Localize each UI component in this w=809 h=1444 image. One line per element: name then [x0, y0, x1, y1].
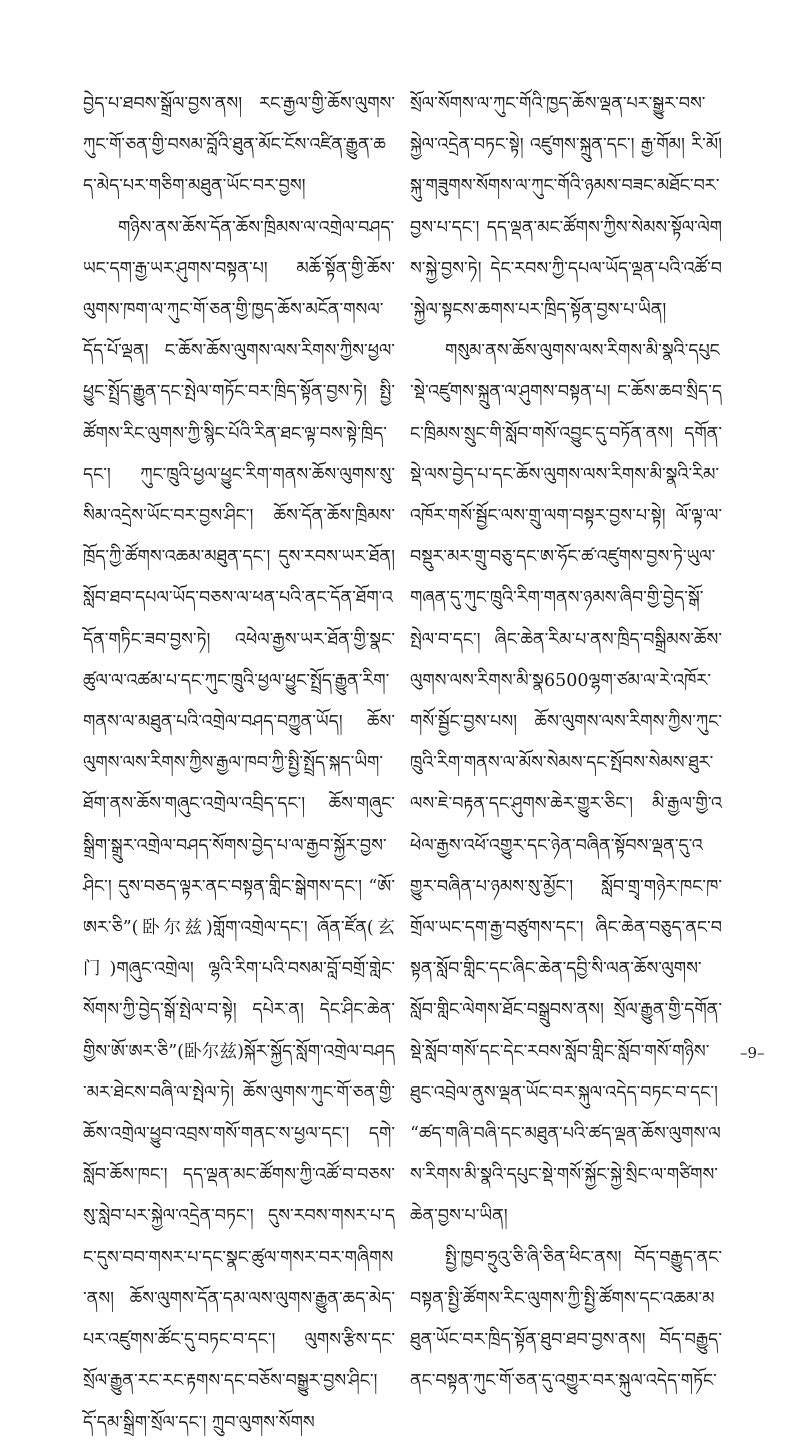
right-column: [410, 84, 722, 1392]
paragraph: སྤྱི་ཁྱབ་ཧྲུའུ་ཅི་ཞི་ཅིན་ཕིང་ནས། བོད་བརྒྱུད་ནང་བསྟན་སྤྱི་ཚོགས་རིང་ལུགས་ཀྱི་སྤྱི་ཚོགས་དང་འཆམ་མཐུན་ཡོང་བར་ཁྲིད་སྟོན་ཐུབ་ཐབ་བྱས་ནས། བོད་བརྒྱུད་ནང་བསྟན་ཀུང་གོ་ཅན་དུ་འགྱུར་བར་སྐུལ་འདེད་གཏོང་: [410, 1247, 722, 1392]
page-number: –9–: [740, 1044, 765, 1062]
paragraph: བྱེད་པ་ཐབས་སྒྲོལ་བྱས་ནས། རང་རྒྱལ་གྱི་ཆོས་ལུགས་ཀུང་གོ་ཅན་གྱི་བསམ་བློའི་ཐུན་མོང་ངོས་འཛིན་རྒྱུན་ཆད་མེད་པར་གཅིག་མཐུན་ཡོང་བར་བྱས།: [83, 94, 395, 197]
paragraph: སྲོལ་སོགས་ལ་ཀུང་གོའི་ཁྱད་ཆོས་ལྡན་པར་སྒྱུར་བས་སྐྱེལ་འདྲེན་བཏང་སྟེ། འཛུགས་སྐྲུན་དང་། རྒྱ་གོམ། རི་མོ། སྐུ་གཟུགས་སོགས་ལ་ཀུང་གོའི་ཉམས་བཟང་མཐོང་བར་བྱས་པ་དང་། དད་ལྡན་མང་ཚོགས་ཀྱིས་སེམས་སྟོལ་ལེགས་སྐྱེ་བྱས་ཏེ། དེང་རབས་ཀྱི་དཔལ་ཡོད་ལྡན་པའི་འཚོ་བ་སྐྱེལ་སྟངས་ཆགས་པར་ཁྲིད་སྟོན་བྱས་པ་ཡིན།: [410, 94, 722, 321]
paragraph: གསུམ་ནས་ཆོས་ལུགས་ལས་རིགས་མི་སྣའི་དཔུང་སྡེ་འཛུགས་སྐྲུན་ལ་ཤུགས་བསྟན་པ། ང་ཆོས་ཆབ་སྲིད་དང་ཁྲིམས་སྲུང་གི་སློབ་གསོ་འབྱུང་དུ་བཏོན་ནས། དགོན་སྡེ་ལས་བྱེད་པ་དང་ཆོས་ལུགས་ལས་རིགས་མི་སྣའི་རིམ་འཁོར་གསོ་སྦྱོང་ལས་གྲུ་ལག་བསྟར་བྱས་པ་སྟེ། ལོ་ལྟ་ལ་བསྡུར་མར་གྲུ་བཅུ་དང་ཨ་ཧོང་ཚ་འཛུགས་བྱས་ཏེ་ཡུལ་གཞན་དུ་ཀུང་ཁྲུའི་རིག་གནས་ཉམས་ཞིབ་གྱི་བྱེད་སྒོ་སྤེལ་བ་དང་། ཞིང་ཆེན་རིམ་པ་ནས་ཁྲིད་བསྒྲིམས་ཆོས་ལུགས་ལས་རིགས་མི་སྣ6500ལྷག་ཙམ་ལ་རེ་འཁོར་གསོ་སྦྱོང་བྱས་པས། ཆོས་ལུགས་ལས་རིགས་ཀྱིས་ཀུང་ཁྲུའི་རིག་གནས་ལ་མོས་སེམས་དང་སྤོབས་སེམས་ཐུར་ལས་ཇེ་བརྟན་དང་ཤུགས་ཆེར་གྱུར་ཅིང་། མི་རྒྱལ་གྱི་འཕེལ་རྒྱས་འཕོ་འགྱུར་དང་ཉེན་བཞིན་སྟོབས་ལྡན་དུ་འགྱུར་བཞིན་པ་ཉམས་སུ་མྱོང་། སློབ་གྲྭ་གཉེར་ཁང་ཁ་གྲོལ་ཡང་དག་རྒྱ་བཙུགས་དང་། ཞིང་ཆེན་བཅུད་ནང་བསྟན་སློབ་གླིང་དང་ཞིང་ཆེན་དབྱི་སི་ལན་ཆོས་ལུགས་སློབ་གླིང་ལེགས་ཐོང་བསྒྲུབས་ནས། སྲོལ་རྒྱུན་གྱི་དགོན་སྡེ་སློབ་གསོ་དང་དེང་རབས་སློབ་གླིང་སློབ་གསོ་གཉིས་ཐུང་འབྲེལ་ནུས་ལྡན་ཡོང་བར་སྐུལ་འདེད་བཏང་བ་དང་། “ཚད་གཞི་བཞི་དང་མཐུན་པའི་ཚད་ལྡན་ཆོས་ལུགས་ལས་རིགས་མི་སྣའི་དཔུང་སྡེ་གསོ་སྐྱོང་སྐྱེ་སྲིང་ལ་གཙིགས་ཆེན་བྱས་པ་ཡིན།: [410, 341, 722, 1227]
paragraph: གཉིས་ནས་ཆོས་དོན་ཆོས་ཁྲིམས་ལ་འགྲེལ་བཤད་ཡང་དག་རྒྱ་ཡར་ཤུགས་བསྟན་པ། མཆོ་སྟོན་གྱི་ཆོས་ལུགས་ཁག་ལ་ཀུང་གོ་ཅན་གྱི་ཁྱད་ཆོས་མངོན་གསལ་དོད་པོ་ལྡན། ང་ཆོས་ཆོས་ལུགས་ལས་རིགས་ཀྱིས་ཕྱལ་ཕྱུང་སྤྲོད་རྒྱུན་དང་སྤེལ་གཏོང་བར་ཁྲིད་སྟོན་བྱས་ཏེ། སྤྱི་ཚོགས་རིང་ལུགས་ཀྱི་སྙིང་པོའི་རིན་ཐང་ལྟ་བས་སྟེ་ཁྲིད་དང་། ཀུང་ཁྲུའི་ཕྱལ་ཕྱུང་རིག་གནས་ཆོས་ལུགས་སུ་སིམ་འདྲེས་ཡོང་བར་བྱས་ཤིང་། ཆོས་དོན་ཆོས་ཁྲིམས་ཁྲོད་ཀྱི་ཚོགས་འཆམ་མཐུན་དང་། དུས་རབས་ཡར་ཐོན། སློབ་ཐབ་དཔལ་ཡོད་བཅས་ལ་ཕན་པའི་ནང་དོན་ཐོག་འདོན་གཏིང་ཟབ་བྱས་ཏེ། འཕེལ་རྒྱས་ཡར་ཐོན་གྱི་སྣང་ཚུལ་ལ་འཚམ་པ་དང་ཀུང་ཁྲུའི་ཕྱལ་ཕྱུང་སྤྲོད་རྒྱུན་རིག་གནས་ལ་མཐུན་པའི་འགྲེལ་བཤད་བཀྱུན་ཡོད། ཆོས་ལུགས་ལས་རིགས་ཀྱིས་རྒྱལ་ཁབ་ཀྱི་སྤྱི་སྤྲོད་སྐད་ཡིག་ཐོག་ནས་ཆོས་གཞུང་འགྲེལ་འབྲིད་དང་། ཆོས་གཞུང་སྒྲིག་སྒྲུར་འགྲེལ་བཤད་སོགས་བྱེད་པ་ལ་རྒྱབ་སྐྱོར་བྱས་ཤིང་། དུས་བཅད་ལྟར་ནང་བསྟན་གླིང་སྒེགས་དང་། “ཨོ་ཨར་ཅི”(卧尔兹)གློག་འགྲེལ་དང་། ཞོན་ཛོན(玄门)གཞུང་འགྲེལ། ལྷའི་རིག་པའི་བསམ་བློ་བགྲོ་གླེང་སོགས་ཀྱི་བྱེད་སྒོ་སྤེལ་བ་སྟེ། དཔེར་ན། དེང་ཤིང་ཆེན་གྱིས་ཨོ་ཨར་ཅི”(卧尔兹)སྐོར་སྐྱོད་སློག་འགྲེལ་བཤད་མར་ཐེངས་བཞི་ལ་སྤེལ་ཏེ། ཆོས་ལུགས་ཀུང་གོ་ཅན་གྱི་ཆོས་འགྲེལ་ཕྱུབ་འབྲས་གསོ་གནང་ས་ཕྱལ་དང་། དགེ་སློབ་ཆོས་ཁང་། དད་ལྡན་མང་ཚོགས་ཀྱི་འཚོ་བ་བཅས་སུ་སླེབ་པར་སྐྱེལ་འདྲེན་བཏང་། དུས་རབས་གསར་པ་དང་དུས་བབ་གསར་པ་དང་སྣང་ཚུལ་གསར་བར་གཞིགས་ནས། ཆོས་ལུགས་དོན་དམ་ལས་ལུགས་རྒྱུན་ཆད་མེད་པར་འཛུགས་ཚོང་དུ་བཏང་བ་དང་། ལུགས་རྩིས་དང་སྲོལ་རྒྱུན་རང་རང་རྟགས་དང་བཅོས་བསྒྱུར་བྱས་ཤིང་། དོ་དམ་སྒྲིག་སྲོལ་དང་། ཀྲུབ་ལུགས་སོགས: [83, 217, 395, 1433]
left-column: [83, 84, 395, 1433]
